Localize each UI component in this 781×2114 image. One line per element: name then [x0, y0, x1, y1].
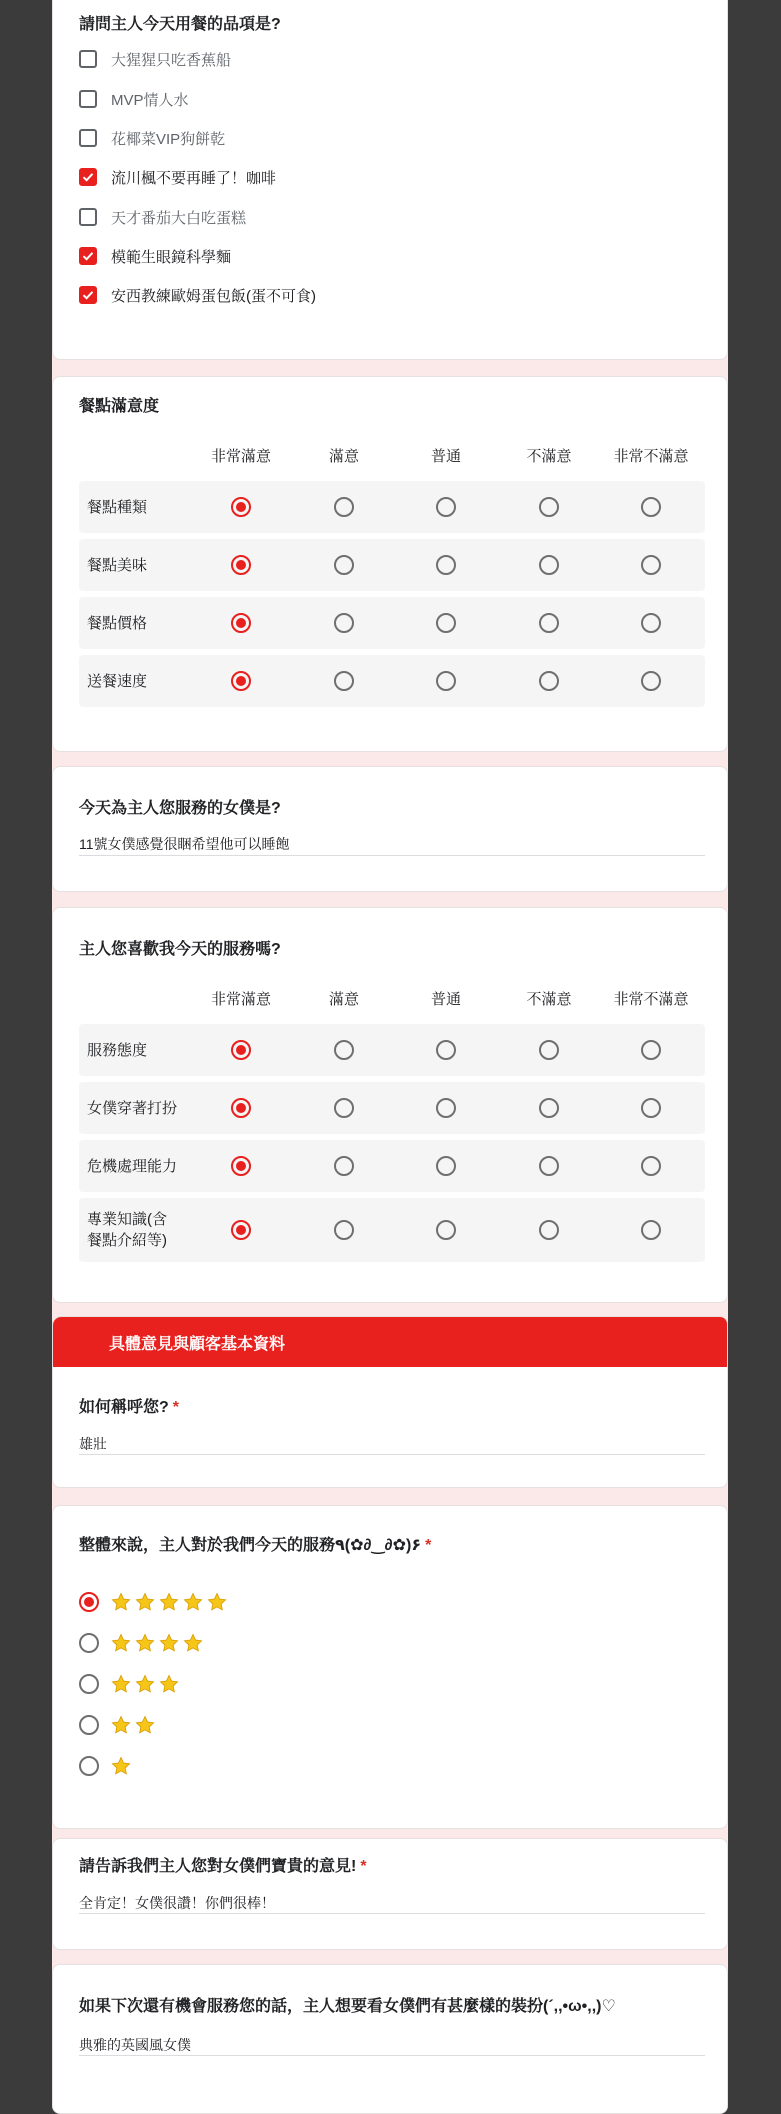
- star-icon: [159, 1674, 179, 1694]
- answer-field-maid[interactable]: 11號女僕感覺很睏希望他可以睡飽: [79, 836, 290, 852]
- grid-row: [79, 1198, 705, 1262]
- checkbox[interactable]: [79, 168, 97, 186]
- grid-radio[interactable]: [436, 613, 456, 633]
- question-card-meal-satisfaction: [52, 376, 728, 752]
- grid-radio[interactable]: [641, 1040, 661, 1060]
- grid-column-header: 非常不滿意: [613, 448, 689, 465]
- star-icon: [111, 1715, 131, 1735]
- grid-row-label: 餐點價格: [87, 614, 148, 632]
- rating-radio[interactable]: [79, 1674, 99, 1694]
- grid-radio[interactable]: [231, 497, 251, 517]
- checkmark-icon: [82, 171, 94, 183]
- star-icon: [111, 1674, 131, 1694]
- answer-underline: [79, 2055, 705, 2056]
- grid-row: [79, 539, 705, 591]
- answer-underline: [79, 1913, 705, 1914]
- grid-radio[interactable]: [231, 555, 251, 575]
- grid-row: [79, 597, 705, 649]
- required-mark: *: [172, 1399, 180, 1416]
- question-card-next-costume: [52, 1964, 728, 2114]
- grid-radio[interactable]: [436, 1040, 456, 1060]
- checkbox[interactable]: [79, 286, 97, 304]
- answer-underline: [79, 855, 705, 856]
- checkbox[interactable]: [79, 129, 97, 147]
- rating-radio[interactable]: [79, 1592, 99, 1612]
- star-icon: [135, 1592, 155, 1612]
- checkbox-option[interactable]: [79, 205, 246, 229]
- grid-column-header: 非常滿意: [210, 991, 271, 1008]
- grid-radio[interactable]: [539, 1098, 559, 1118]
- grid-column-header: 不滿意: [526, 448, 572, 465]
- grid-radio[interactable]: [334, 1040, 354, 1060]
- star-rating: [111, 1674, 183, 1694]
- star-icon: [135, 1633, 155, 1653]
- rating-option[interactable]: [79, 1713, 159, 1737]
- checkbox-option[interactable]: [79, 47, 231, 71]
- question-title: 請問主人今天用餐的品項是?: [79, 16, 281, 33]
- grid-radio[interactable]: [539, 1040, 559, 1060]
- rating-option[interactable]: [79, 1590, 231, 1614]
- rating-option[interactable]: [79, 1754, 135, 1778]
- checkbox-label: 安西教練歐姆蛋包飯(蛋不可食): [111, 287, 316, 305]
- question-title-text: 整體來說，主人對於我們今天的服務٩(✿∂‿∂✿)۶: [79, 1537, 422, 1554]
- grid-row: [79, 1082, 705, 1134]
- grid-radio[interactable]: [436, 555, 456, 575]
- grid-radio[interactable]: [641, 1098, 661, 1118]
- grid-radio[interactable]: [641, 1156, 661, 1176]
- checkbox-label: 大猩猩只吃香蕉船: [111, 51, 232, 69]
- answer-underline: [79, 1454, 705, 1455]
- star-rating: [111, 1756, 135, 1776]
- question-card-menu-items: [52, 0, 728, 360]
- grid-radio[interactable]: [641, 1220, 661, 1240]
- checkbox-option[interactable]: [79, 87, 189, 111]
- star-icon: [135, 1674, 155, 1694]
- checkbox-label: 模範生眼鏡科學麵: [111, 248, 232, 266]
- checkmark-icon: [82, 289, 94, 301]
- grid-row-label: 送餐速度: [87, 672, 148, 690]
- rating-option[interactable]: [79, 1672, 183, 1696]
- required-mark: *: [425, 1537, 432, 1554]
- grid-column-header: 滿意: [328, 991, 359, 1008]
- star-rating: [111, 1592, 231, 1612]
- grid-radio[interactable]: [436, 671, 456, 691]
- checkbox-label: MVP情人水: [111, 91, 189, 109]
- grid-radio[interactable]: [334, 555, 354, 575]
- rating-radio[interactable]: [79, 1756, 99, 1776]
- star-rating: [111, 1633, 207, 1653]
- question-card-service-satisfaction: [52, 907, 728, 1303]
- grid-radio[interactable]: [334, 1220, 354, 1240]
- grid-radio[interactable]: [231, 1098, 251, 1118]
- checkbox-option[interactable]: [79, 244, 231, 268]
- grid-radio[interactable]: [436, 497, 456, 517]
- question-title: 主人您喜歡我今天的服務嗎?: [79, 941, 281, 958]
- grid-radio[interactable]: [539, 1220, 559, 1240]
- section-title: 具體意見與顧客基本資料: [109, 1336, 286, 1353]
- rating-option[interactable]: [79, 1631, 207, 1655]
- question-title-text: 如何稱呼您?: [79, 1399, 169, 1416]
- answer-field-feedback[interactable]: 全肯定！女僕很讚！你們很棒！: [79, 1895, 275, 1911]
- grid-row: [79, 1024, 705, 1076]
- star-icon: [135, 1715, 155, 1735]
- grid-column-header: 普通: [430, 991, 461, 1008]
- grid-column-header: 非常滿意: [210, 448, 271, 465]
- grid-radio[interactable]: [334, 497, 354, 517]
- grid-radio[interactable]: [539, 613, 559, 633]
- grid-radio[interactable]: [641, 497, 661, 517]
- grid-radio[interactable]: [231, 1156, 251, 1176]
- grid-radio[interactable]: [334, 1156, 354, 1176]
- grid-row-label: 危機處理能力: [87, 1157, 178, 1175]
- question-title: [79, 1532, 431, 1555]
- grid-column-header: 不滿意: [526, 991, 572, 1008]
- checkmark-icon: [82, 250, 94, 262]
- question-title: 餐點滿意度: [79, 398, 160, 415]
- checkbox-option[interactable]: [79, 283, 316, 307]
- checkbox-label: 流川楓不要再睡了！咖啡: [111, 169, 277, 187]
- grid-radio[interactable]: [641, 671, 661, 691]
- grid-radio[interactable]: [231, 1220, 251, 1240]
- required-mark: *: [360, 1858, 367, 1875]
- answer-field-name[interactable]: 雄壯: [79, 1436, 107, 1452]
- checkbox[interactable]: [79, 247, 97, 265]
- form-page: [52, 0, 728, 2097]
- rating-radio[interactable]: [79, 1715, 99, 1735]
- grid-radio[interactable]: [231, 671, 251, 691]
- star-icon: [111, 1633, 131, 1653]
- rating-radio[interactable]: [79, 1633, 99, 1653]
- grid-radio[interactable]: [334, 1098, 354, 1118]
- answer-field-costume[interactable]: 典雅的英國風女僕: [79, 2037, 191, 2053]
- grid-radio[interactable]: [539, 497, 559, 517]
- grid-radio[interactable]: [539, 555, 559, 575]
- grid-radio[interactable]: [539, 671, 559, 691]
- grid-row-label: 女僕穿著打扮: [87, 1099, 178, 1117]
- grid-radio[interactable]: [334, 613, 354, 633]
- section-card-feedback: [52, 1316, 728, 1488]
- grid-column-header: 滿意: [328, 448, 359, 465]
- checkbox[interactable]: [79, 50, 97, 68]
- star-icon: [183, 1633, 203, 1653]
- grid-radio[interactable]: [539, 1156, 559, 1176]
- grid-radio[interactable]: [436, 1156, 456, 1176]
- section-header: [53, 1317, 728, 1367]
- star-rating: [111, 1715, 159, 1735]
- checkbox-option[interactable]: [79, 126, 225, 150]
- grid-row-label: 服務態度: [87, 1041, 148, 1059]
- grid-column-header: 非常不滿意: [613, 991, 689, 1008]
- question-title: 今天為主人您服務的女僕是?: [79, 800, 281, 817]
- grid-row-label: 專業知識(含餐點介紹等): [87, 1211, 167, 1249]
- grid-row-label: 餐點種類: [87, 498, 148, 516]
- grid-row: [79, 1140, 705, 1192]
- star-icon: [159, 1633, 179, 1653]
- grid-radio[interactable]: [231, 613, 251, 633]
- grid-row: [79, 481, 705, 533]
- star-icon: [111, 1756, 131, 1776]
- grid-row: [79, 655, 705, 707]
- star-icon: [111, 1592, 131, 1612]
- question-title: [79, 1394, 179, 1417]
- star-icon: [159, 1592, 179, 1612]
- checkbox-label: 天才番茄大白吃蛋糕: [111, 209, 247, 227]
- star-icon: [183, 1592, 203, 1612]
- checkbox-option[interactable]: [79, 165, 276, 189]
- question-card-overall-rating: [52, 1505, 728, 1829]
- grid-row-label: 餐點美味: [87, 556, 148, 574]
- question-title: [79, 1853, 367, 1876]
- checkbox[interactable]: [79, 208, 97, 226]
- grid-radio[interactable]: [641, 613, 661, 633]
- checkbox[interactable]: [79, 90, 97, 108]
- star-icon: [207, 1592, 227, 1612]
- question-card-maid-name: [52, 766, 728, 892]
- question-title-text: 請告訴我們主人您對女僕們寶貴的意見!: [79, 1858, 357, 1875]
- grid-radio[interactable]: [436, 1220, 456, 1240]
- grid-radio[interactable]: [436, 1098, 456, 1118]
- grid-radio[interactable]: [334, 671, 354, 691]
- checkbox-label: 花椰菜VIP狗餅乾: [111, 130, 226, 148]
- grid-radio[interactable]: [641, 555, 661, 575]
- question-card-feedback: [52, 1838, 728, 1950]
- grid-radio[interactable]: [231, 1040, 251, 1060]
- grid-column-header: 普通: [430, 448, 461, 465]
- question-title: 如果下次還有機會服務您的話，主人想要看女僕們有甚麼樣的裝扮(´,,•ω•,,)♡: [79, 1998, 616, 2015]
